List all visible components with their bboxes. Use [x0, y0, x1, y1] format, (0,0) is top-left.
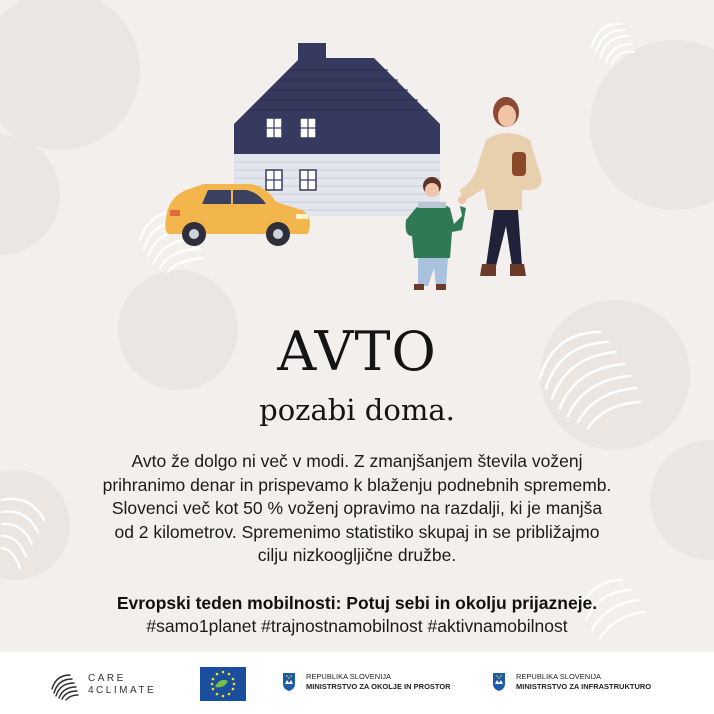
ministry-environment-line1: REPUBLIKA SLOVENIJA [306, 672, 392, 681]
body-line: Avto že dolgo ni več v modi. Z zmanjšanjem števila voženj [131, 451, 583, 471]
ministry-infrastructure-line1: REPUBLIKA SLOVENIJA [516, 672, 602, 681]
slovenia-crest-icon [282, 672, 296, 692]
footer-logos [0, 652, 714, 714]
background-circle [0, 135, 60, 255]
cta-text: Evropski teden mobilnosti: Potuj sebi in okolju prijazneje. [116, 593, 598, 613]
headline-title: AVTO [277, 320, 437, 383]
mother-illustration [458, 97, 542, 276]
body-text [60, 450, 654, 568]
eu-life-logo-icon [200, 667, 246, 701]
care4climate-line1: CARE [88, 673, 126, 684]
body-line: cilju nizkoogljične družbe. [257, 545, 457, 565]
slovenia-crest-icon [492, 672, 506, 692]
ministry-environment-logo [282, 672, 451, 692]
care4climate-logo [48, 669, 156, 701]
fingerprint-decoration-icon [586, 16, 638, 68]
background-circle [0, 0, 140, 150]
body-line: prihranimo denar in prispevamo k blaženju podnebnih sprememb. [102, 474, 612, 495]
headline-subtitle: pozabi doma. [259, 393, 455, 427]
care4climate-line2: 4CLIMATE [88, 685, 157, 696]
body-line: od 2 kilometrov. Spremenimo statistiko skupaj in se približajmo [114, 521, 600, 542]
ministry-infrastructure-line2: MINISTRSTVO ZA INFRASTRUKTURO [516, 682, 652, 691]
illustration [150, 40, 570, 300]
ministry-environment-line2: MINISTRSTVO ZA OKOLJE IN PROSTOR [306, 682, 451, 691]
care4climate-fingerprint-icon [48, 669, 80, 701]
body-line: Slovenci več kot 50 % voženj opravimo na razdalji, ki je manjša [111, 498, 603, 518]
ministry-infrastructure-logo [492, 672, 651, 692]
hashtags-text: #samo1planet #trajnostnamobilnost #aktivnamobilnost [146, 616, 568, 636]
background-circle [650, 440, 714, 560]
fingerprint-decoration-icon [0, 480, 60, 590]
